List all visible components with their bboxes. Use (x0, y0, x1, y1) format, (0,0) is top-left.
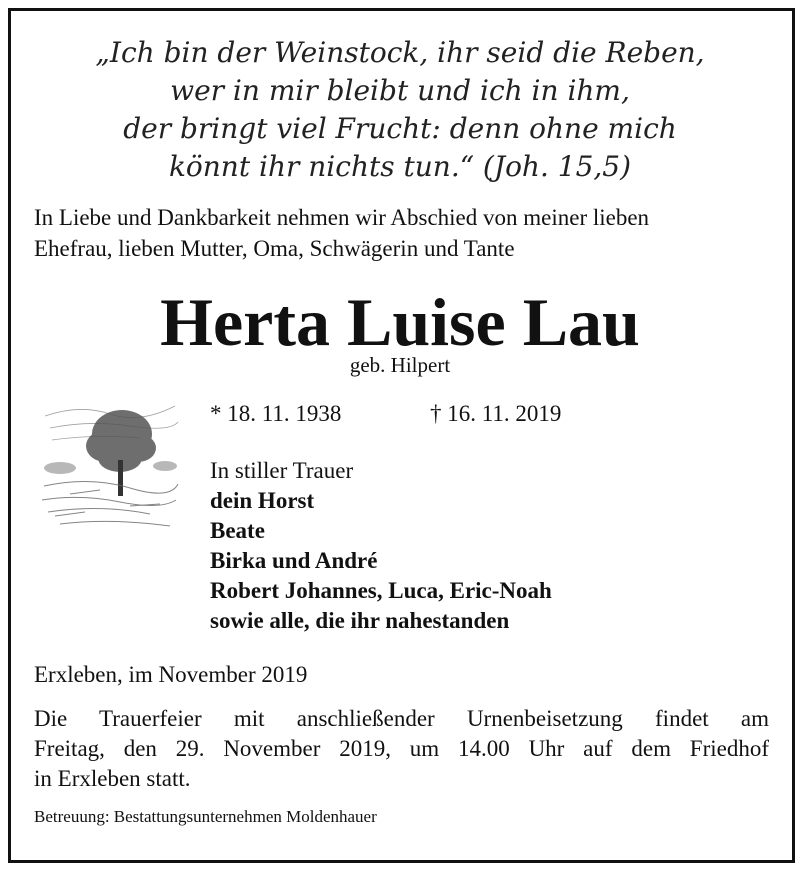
undertaker-credit: Betreuung: Bestattungsunternehmen Moldenhauer (34, 807, 377, 826)
service-line-1: Die Trauerfeier mit anschließender Urnenbeisetzung findet am (34, 706, 769, 731)
intro-line-2: Ehefrau, lieben Mutter, Oma, Schwägerin und Tante (34, 236, 515, 261)
service-line-3: in Erxleben statt. (34, 766, 191, 791)
place-date: Erxleben, im November 2019 (34, 662, 308, 687)
verse-line-4: könnt ihr nichts tun.“ (Joh. 15,5) (168, 150, 632, 183)
intro-line-1: In Liebe und Dankbarkeit nehmen wir Abschied von meiner lieben (34, 205, 650, 230)
death-date: † 16. 11. 2019 (430, 401, 562, 426)
mourner-name: Beate (210, 518, 265, 543)
mourner-name: Birka und André (210, 548, 378, 573)
service-info (34, 704, 769, 794)
tree-illustration (40, 376, 180, 536)
birth-date: * 18. 11. 1938 (210, 401, 342, 426)
mourners-heading: In stiller Trauer (210, 458, 354, 483)
service-line-2: Freitag, den 29. November 2019, um 14.00 Uhr auf dem Friedhof (34, 736, 769, 761)
verse-line-1: „Ich bin der Weinstock, ihr seid die Reben, (95, 36, 705, 69)
deceased-name: Herta Luise Lau (160, 284, 640, 360)
birth-name: geb. Hilpert (349, 353, 451, 377)
mourner-name: dein Horst (210, 488, 315, 513)
verse-line-2: wer in mir bleibt und ich in ihm, (170, 74, 630, 107)
mourner-name: sowie alle, die ihr nahestanden (210, 608, 510, 633)
verse-line-3: der bringt viel Frucht: denn ohne mich (123, 112, 677, 145)
mourner-name: Robert Johannes, Luca, Eric-Noah (210, 578, 552, 603)
